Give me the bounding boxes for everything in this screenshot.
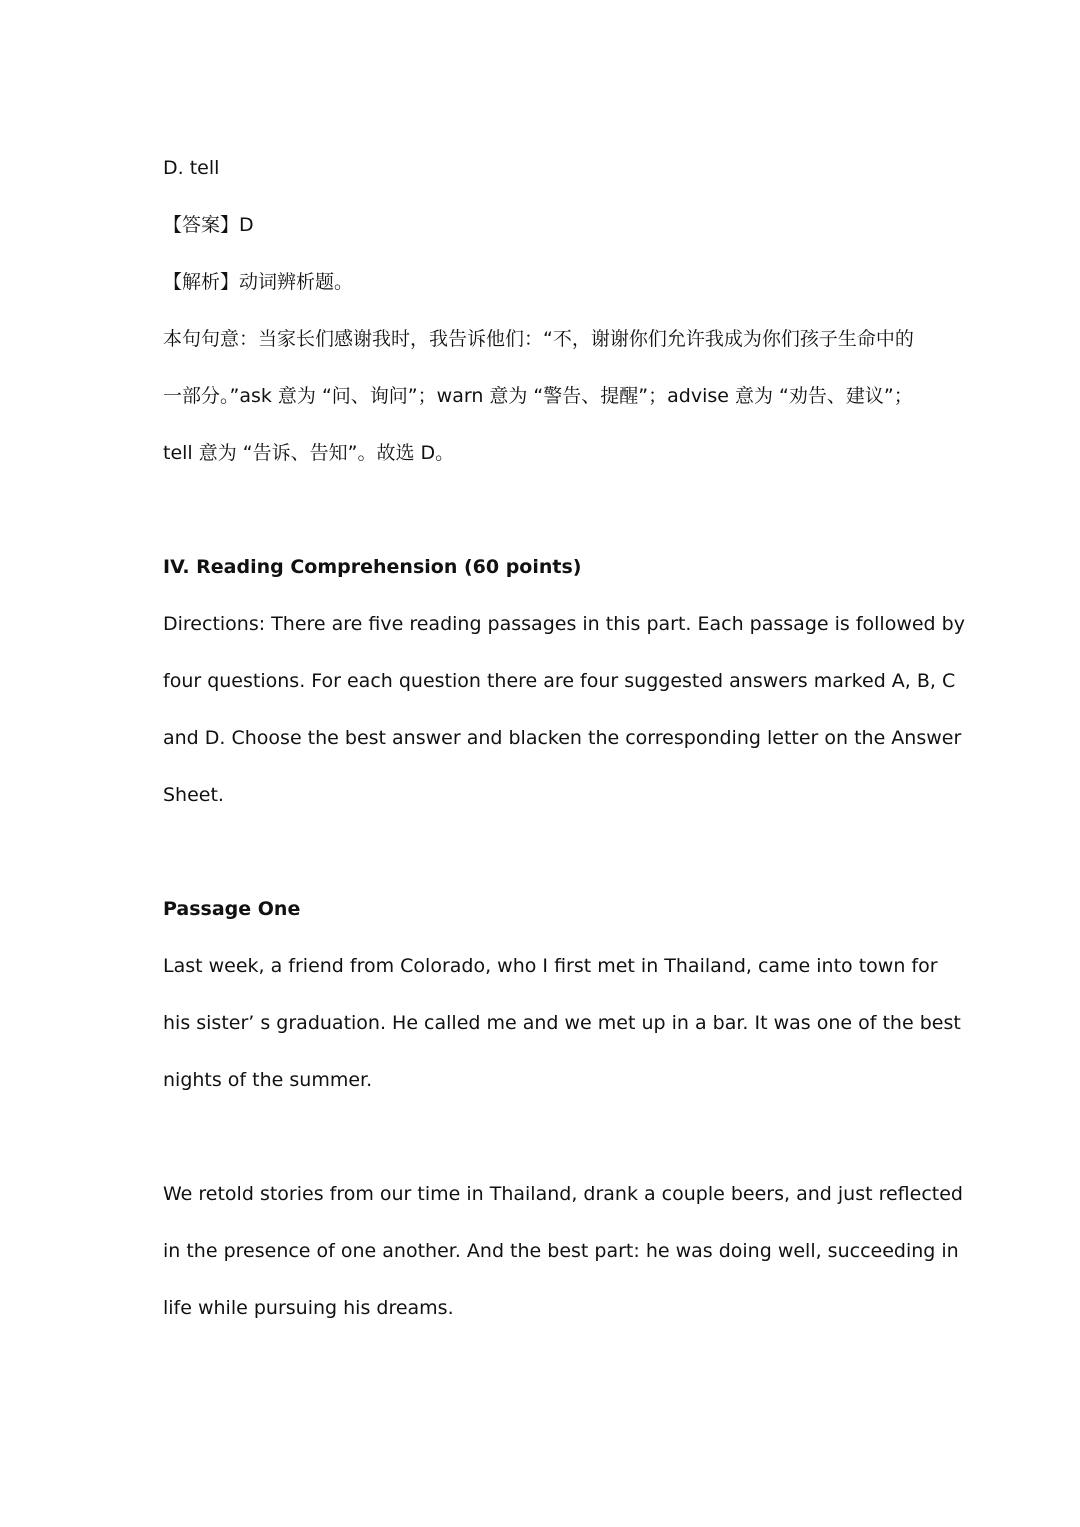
section-heading: IV. Reading Comprehension (60 points) xyxy=(163,556,582,578)
passage-line: We retold stories from our time in Thailand, drank a couple beers, and just reflected xyxy=(163,1183,963,1205)
directions-line: and D. Choose the best answer and blacken the corresponding letter on the Answer xyxy=(163,727,962,749)
passage-line: Last week, a friend from Colorado, who I first met in Thailand, came into town for xyxy=(163,955,938,977)
analysis-title: 【解析】动词辨析题。 xyxy=(163,271,354,293)
answer-line: 【答案】D xyxy=(163,214,254,236)
page-content xyxy=(163,140,965,1337)
passage-line: his sister’ s graduation. He called me and we met up in a bar. It was one of the best xyxy=(163,1012,961,1034)
passage-line: nights of the summer. xyxy=(163,1069,373,1091)
analysis-line: tell 意为 “告诉、告知”。故选 D。 xyxy=(163,442,455,464)
directions-line: Sheet. xyxy=(163,784,224,806)
spacer xyxy=(163,824,923,881)
analysis-line: 本句句意：当家长们感谢我时，我告诉他们：“不，谢谢你们允许我成为你们孩子生命中的 xyxy=(163,328,914,350)
directions-line: Directions: There are five reading passages in this part. Each passage is followed by xyxy=(163,613,965,635)
analysis-line: 一部分。”ask 意为 “问、询问”；warn 意为 “警告、提醒”；advise 意为 “劝告、建议”； xyxy=(163,385,913,407)
spacer xyxy=(163,1109,923,1166)
spacer xyxy=(163,482,923,539)
option-d: D. tell xyxy=(163,157,220,179)
passage-line: in the presence of one another. And the best part: he was doing well, succeeding in xyxy=(163,1240,959,1262)
passage-line: life while pursuing his dreams. xyxy=(163,1297,454,1319)
passage-title: Passage One xyxy=(163,898,301,920)
directions-line: four questions. For each question there are four suggested answers marked A, B, C xyxy=(163,670,956,692)
